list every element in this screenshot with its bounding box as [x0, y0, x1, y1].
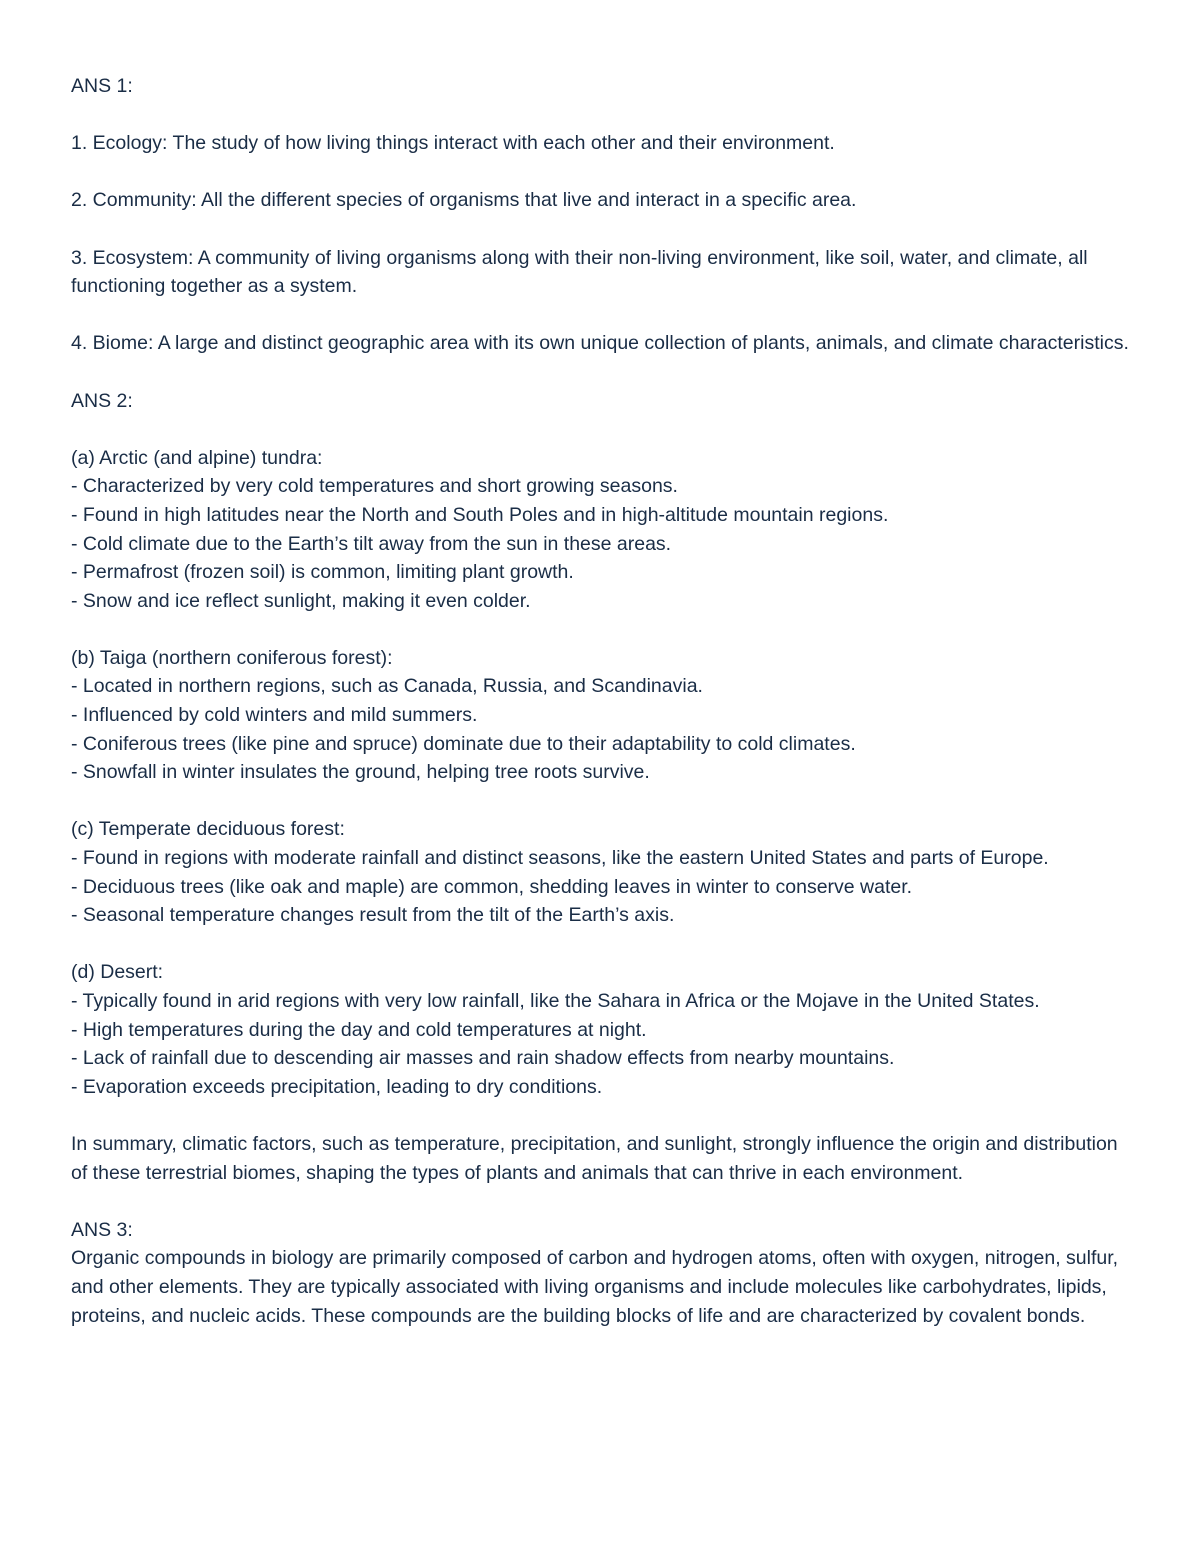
ans1-item-ecosystem: 3. Ecosystem: A community of living organisms along with their non-living environment, like soil, water, and climate, all functioning together as a system. — [71, 246, 1094, 298]
bullet-item: - Coniferous trees (like pine and spruce) dominate due to their adaptability to cold climates. — [71, 732, 856, 755]
ans2-summary: In summary, climatic factors, such as temperature, precipitation, and sunlight, strongly influence the origin and distribution of these terrestrial biomes, shaping the types of plants and animals that can thrive in each environment. — [71, 1132, 1124, 1184]
ans1-item-biome: 4. Biome: A large and distinct geographic area with its own unique collection of plants, animals, and climate characteristics. — [71, 332, 1129, 355]
spacer — [71, 415, 1136, 444]
spacer — [71, 1101, 1136, 1130]
bullet-item: - Typically found in arid regions with very low rainfall, like the Sahara in Africa or the Mojave in the United States. — [71, 990, 1040, 1012]
bullet-item: - Located in northern regions, such as Canada, Russia, and Scandinavia. — [71, 675, 703, 698]
bullet-item: - Deciduous trees (like oak and maple) are common, shedding leaves in winter to conserve water. — [71, 875, 913, 898]
bullet-item: - High temperatures during the day and cold temperatures at night. — [71, 1018, 647, 1041]
bullet-item: - Permafrost (frozen soil) is common, limiting plant growth. — [71, 561, 574, 584]
section-title-temperate-forest: (c) Temperate deciduous forest: — [71, 818, 345, 841]
bullet-item: - Snowfall in winter insulates the ground, helping tree roots survive. — [71, 761, 650, 784]
section-title-desert: (d) Desert: — [71, 961, 164, 984]
section-title-tundra: (a) Arctic (and alpine) tundra: — [71, 446, 323, 469]
spacer — [71, 101, 1136, 130]
spacer — [71, 358, 1136, 387]
bullet-item: - Evaporation exceeds precipitation, leading to dry conditions. — [71, 1075, 603, 1098]
bullet-item: - Seasonal temperature changes result from the tilt of the Earth’s axis. — [71, 904, 675, 927]
bullet-item: - Lack of rainfall due to descending air masses and rain shadow effects from nearby mountains. — [71, 1047, 895, 1070]
spacer — [71, 301, 1136, 330]
spacer — [71, 930, 1136, 959]
ans1-heading: ANS 1: — [71, 75, 133, 97]
ans3-text: Organic compounds in biology are primarily composed of carbon and hydrogen atoms, often with oxygen, nitrogen, sulfur, and other elements. They are typically associated with living organisms and include molecules like carbohydrates, lipids, proteins, and nucleic acids. These compounds are the building blocks of life and are characterized by covalent bonds. — [71, 1247, 1124, 1327]
bullet-item: - Snow and ice reflect sunlight, making it even colder. — [71, 589, 531, 612]
ans1-item-ecology: 1. Ecology: The study of how living things interact with each other and their environment. — [71, 132, 835, 155]
spacer — [71, 158, 1136, 187]
bullet-item: - Characterized by very cold temperatures and short growing seasons. — [71, 475, 678, 498]
section-title-taiga: (b) Taiga (northern coniferous forest): — [71, 646, 393, 669]
ans2-heading: ANS 2: — [71, 389, 133, 412]
bullet-item: - Cold climate due to the Earth’s tilt away from the sun in these areas. — [71, 532, 672, 555]
bullet-item: - Found in high latitudes near the North and South Poles and in high-altitude mountain regions. — [71, 503, 889, 526]
spacer — [71, 787, 1136, 816]
spacer — [71, 1187, 1136, 1216]
bullet-item: - Influenced by cold winters and mild summers. — [71, 704, 478, 727]
spacer — [71, 615, 1136, 644]
spacer — [71, 215, 1136, 244]
ans1-item-community: 2. Community: All the different species of organisms that live and interact in a specific area. — [71, 189, 857, 212]
ans3-heading: ANS 3: — [71, 1218, 133, 1241]
bullet-item: - Found in regions with moderate rainfall and distinct seasons, like the eastern United States and parts of Europe. — [71, 847, 1049, 870]
document-page — [71, 72, 1136, 1330]
